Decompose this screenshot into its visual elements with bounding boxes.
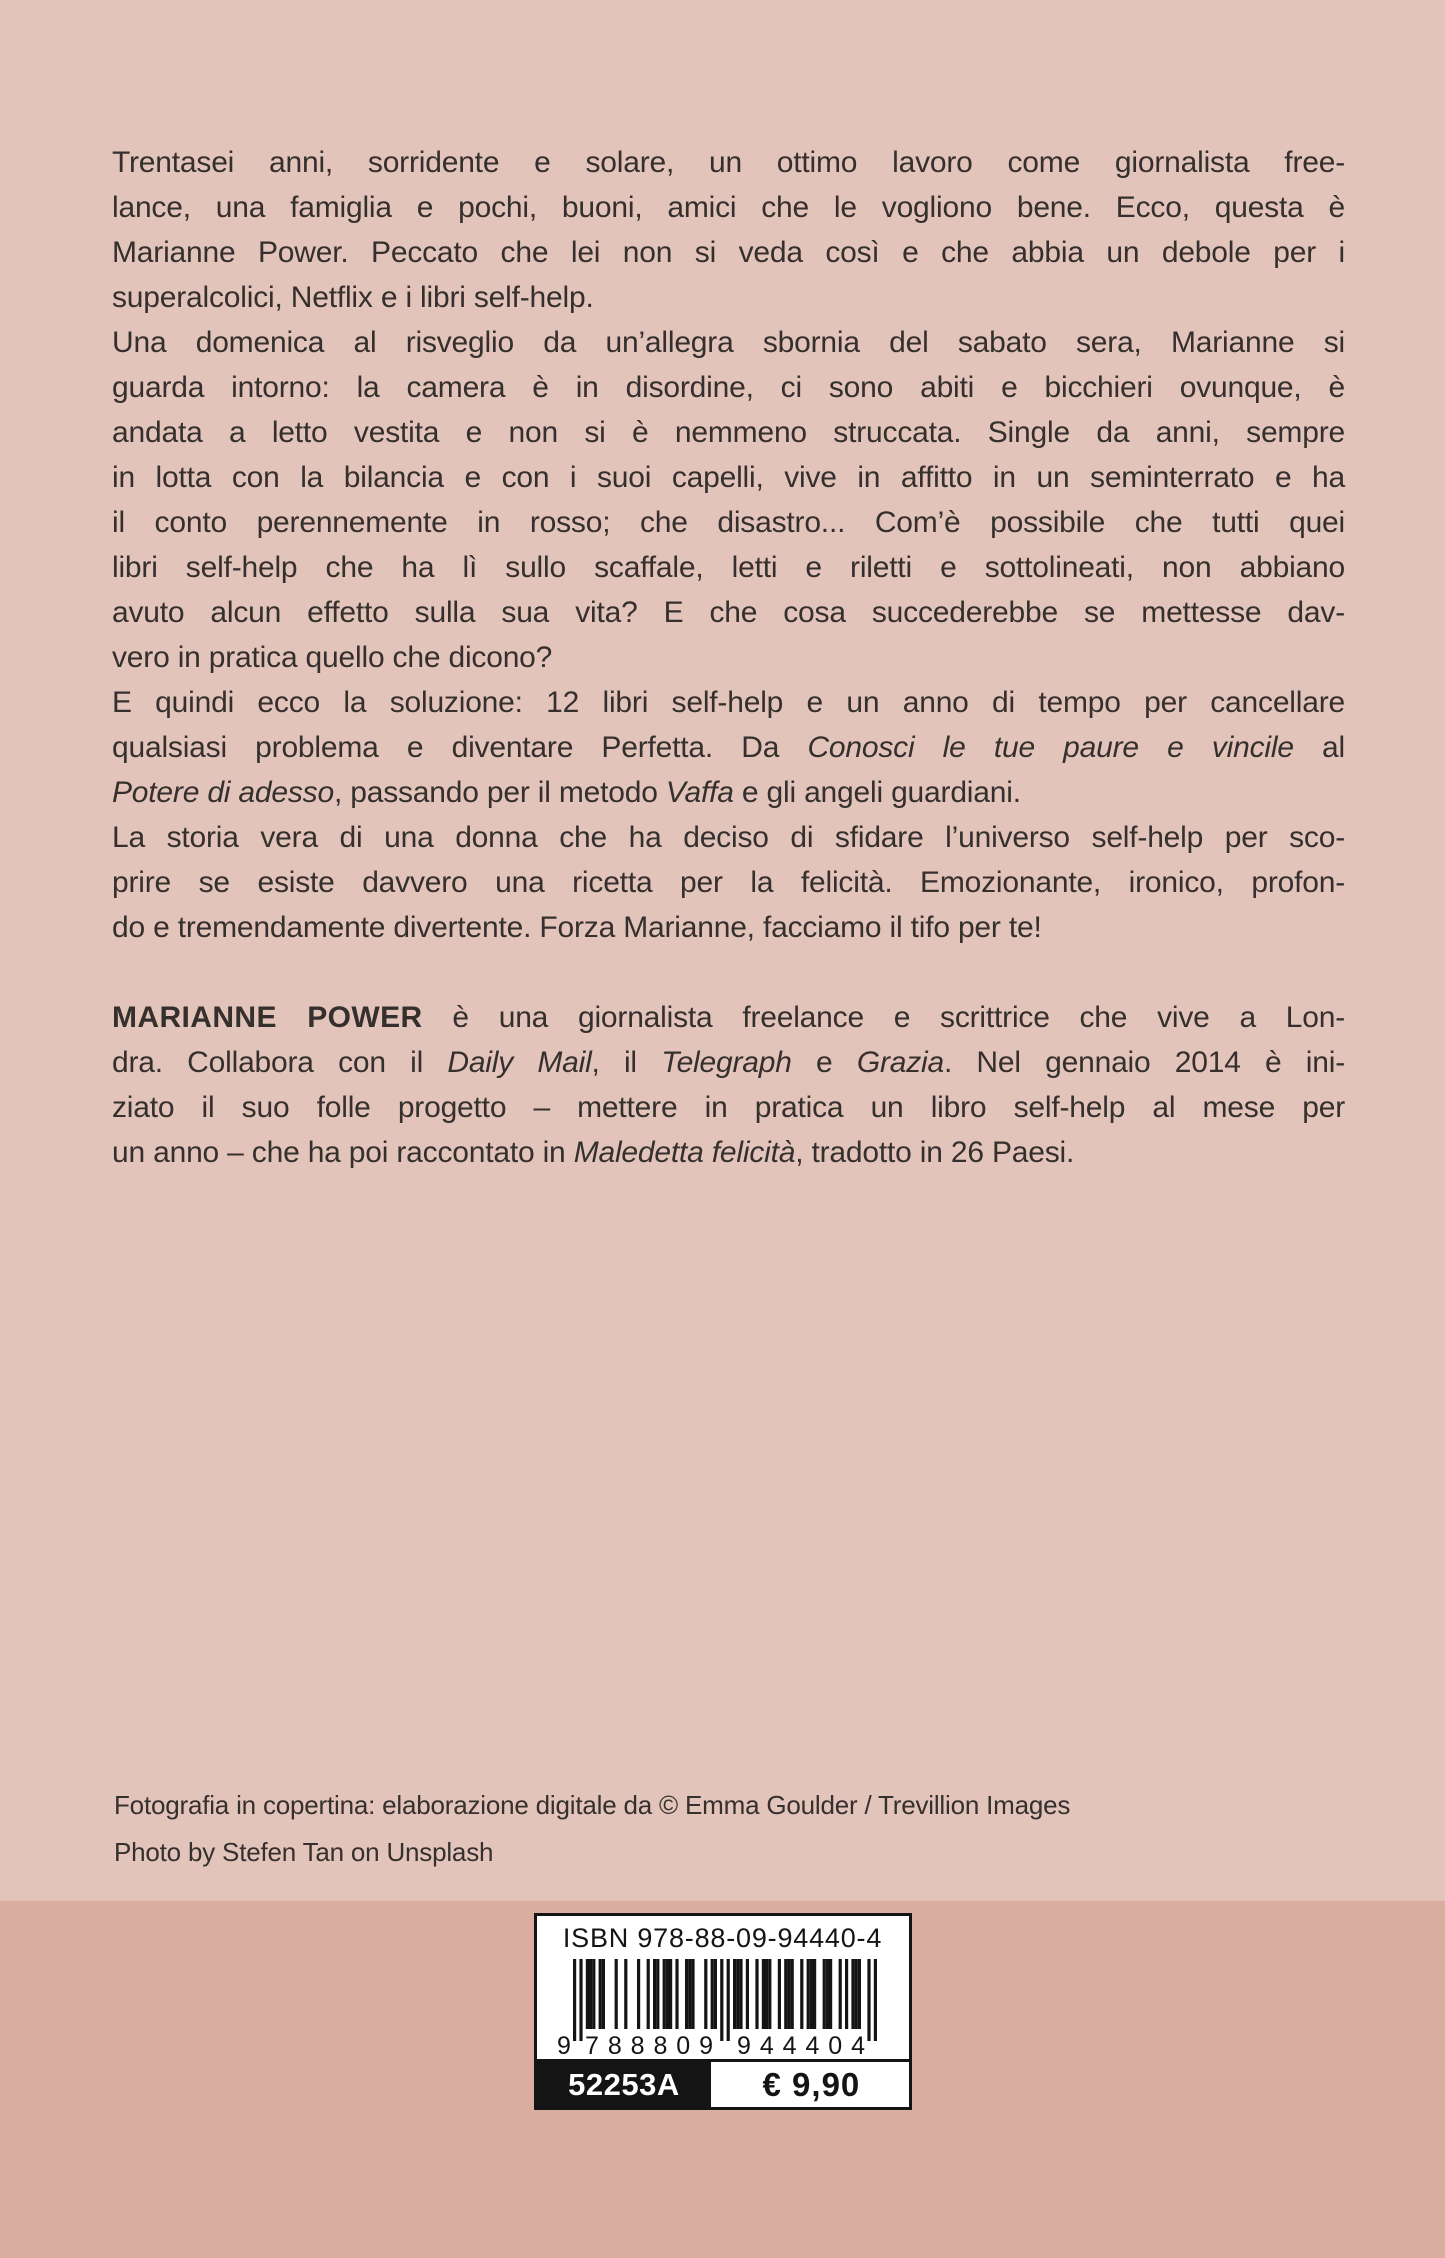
italic-book-title: Maledetta felicità	[573, 1136, 796, 1169]
text-line: E quindi ecco la soluzione: 12 libri self-help e un anno di tempo per cancellare	[112, 686, 1345, 719]
italic-book-title: Potere di adesso	[112, 776, 334, 809]
author-bio	[112, 995, 1345, 1175]
price: € 9,90	[714, 2062, 908, 2107]
ean-barcode-icon	[557, 1959, 889, 2057]
italic-book-title: Grazia	[856, 1046, 944, 1079]
synopsis	[112, 140, 1345, 950]
barcode-label	[534, 1913, 912, 2110]
italic-book-title: Vaffa	[665, 776, 734, 809]
text-line: il conto perennemente in rosso; che disastro... Com’è possibile che tutti quei	[112, 506, 1345, 539]
barcode-bottom-row	[537, 2059, 909, 2107]
text-line: Marianne Power. Peccato che lei non si veda così e che abbia un debole per i	[112, 236, 1345, 269]
italic-book-title: Conosci le tue paure e vincile	[807, 731, 1294, 764]
synopsis-paragraph	[112, 140, 1345, 320]
text-line: andata a letto vestita e non si è nemmeno struccata. Single da anni, sempre	[112, 416, 1345, 449]
text-line: La storia vera di una donna che ha deciso di sfidare l’universo self-help per sco-	[112, 821, 1345, 854]
text-line: MARIANNE POWER è una giornalista freelance e scrittrice che vive a Lon-	[112, 1001, 1345, 1034]
synopsis-paragraph	[112, 815, 1345, 950]
text-line: lance, una famiglia e pochi, buoni, amici che le vogliono bene. Ecco, questa è	[112, 191, 1345, 224]
barcode-top-section	[537, 1916, 909, 2059]
text-line: guarda intorno: la camera è in disordine, ci sono abiti e bicchieri ovunque, è	[112, 371, 1345, 404]
text-line: dra. Collabora con il Daily Mail, il Telegraph e Grazia. Nel gennaio 2014 è ini-	[112, 1046, 1345, 1079]
text-line: avuto alcun effetto sulla sua vita? E che cosa succederebbe se mettesse dav-	[112, 596, 1345, 629]
ean-digit-group: 9	[556, 2032, 571, 2057]
text-line: do e tremendamente divertente. Forza Marianne, facciamo il tifo per te!	[112, 911, 1042, 944]
ean-digit-group: 944404	[736, 2032, 865, 2057]
text-line: un anno – che ha poi raccontato in Maledetta felicità, tradotto in 26 Paesi.	[112, 1136, 1075, 1169]
edition-code: 52253A	[537, 2062, 715, 2107]
text-line: libri self-help che ha lì sullo scaffale, letti e riletti e sottolineati, non abbiano	[112, 551, 1345, 584]
synopsis-paragraph	[112, 680, 1345, 815]
italic-book-title: Telegraph	[661, 1046, 792, 1079]
cover-text-block	[112, 140, 1345, 1175]
italic-book-title: Daily Mail	[447, 1046, 592, 1079]
text-line: superalcolici, Netflix e i libri self-help.	[112, 281, 594, 314]
text-line: in lotta con la bilancia e con i suoi capelli, vive in affitto in un seminterrato e ha	[112, 461, 1345, 494]
text-line: vero in pratica quello che dicono?	[112, 641, 553, 674]
text-line: prire se esiste davvero una ricetta per la felicità. Emozionante, ironico, profon-	[112, 866, 1345, 899]
synopsis-paragraph	[112, 320, 1345, 680]
credit-line: Photo by Stefen Tan on Unsplash	[114, 1837, 494, 1867]
text-line: Una domenica al risveglio da un’allegra sbornia del sabato sera, Marianne si	[112, 326, 1345, 359]
bottom-strip	[0, 1901, 1445, 2258]
credit-line: Fotografia in copertina: elaborazione digitale da © Emma Goulder / Trevillion Images	[114, 1790, 1071, 1820]
text-line: ziato il suo folle progetto – mettere in pratica un libro self-help al mese per	[112, 1091, 1345, 1124]
text-line: Trentasei anni, sorridente e solare, un ottimo lavoro come giornalista free-	[112, 146, 1345, 179]
photo-credits	[114, 1782, 1070, 1876]
text-line: qualsiasi problema e diventare Perfetta. Da Conosci le tue paure e vincile al	[112, 731, 1345, 764]
author-name: MARIANNE POWER	[112, 1001, 423, 1034]
text-line: Potere di adesso, passando per il metodo Vaffa e gli angeli guardiani.	[112, 776, 1021, 809]
isbn-number: ISBN 978-88-09-94440-4	[562, 1923, 883, 1953]
ean-digit-group: 788809	[584, 2032, 713, 2057]
